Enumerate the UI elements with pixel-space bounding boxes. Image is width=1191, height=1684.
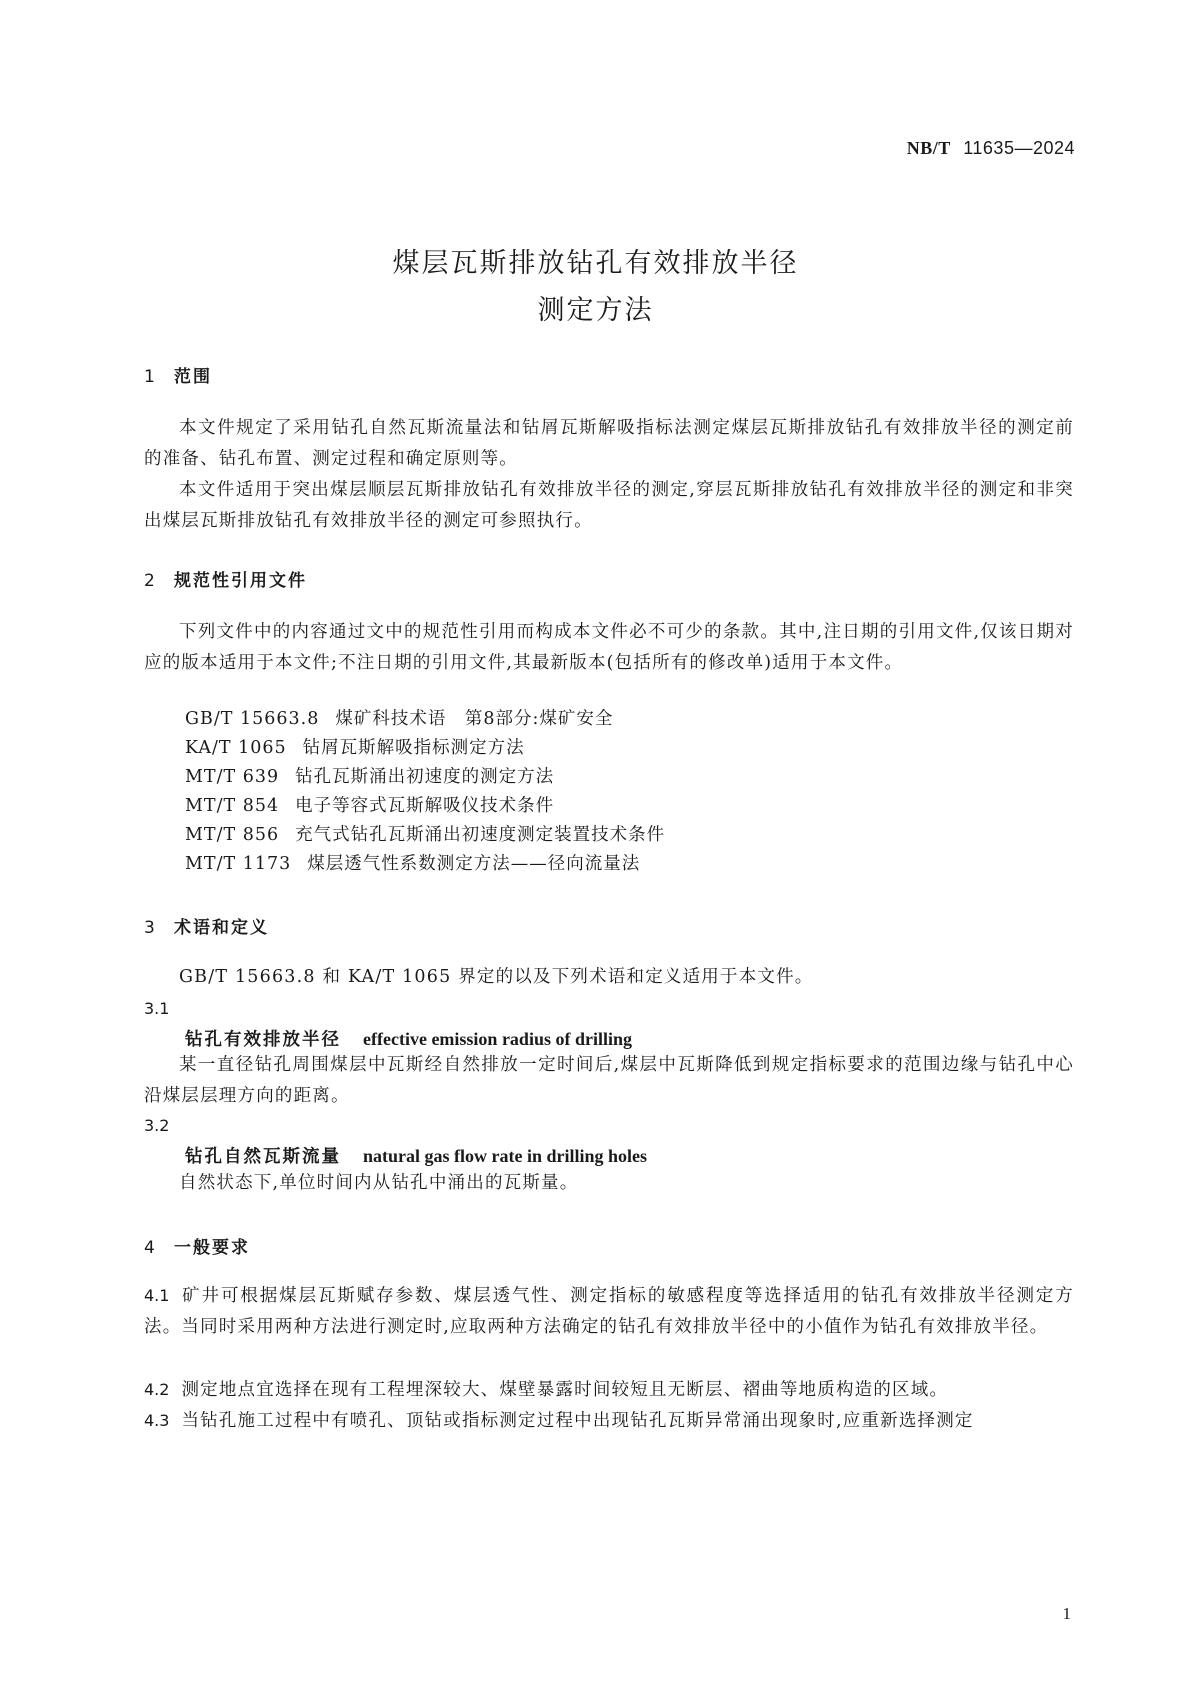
reference-item: KA/T 1065 钻屑瓦斯解吸指标测定方法 — [185, 738, 525, 758]
term-3-1-en: effective emission radius of drilling — [363, 1029, 632, 1049]
clause-4-1: 4.1 矿井可根据煤层瓦斯赋存参数、煤层透气性、测定指标的敏感程度等选择适用的钻孔有效排放半径测定方法。当同时采用两种方法进行测定时,应取两种方法确定的钻孔有效排放半径中的小值作为钻孔有效排放半径。 — [144, 1286, 1074, 1337]
reference-item: GB/T 15663.8 煤矿科技术语 第8部分:煤矿安全 — [185, 709, 614, 729]
clause-4-3: 4.3 当钻孔施工过程中有喷孔、顶钻或指标测定过程中出现钻孔瓦斯异常涌出现象时,应重新选择测定 — [144, 1411, 974, 1431]
standard-code: 11635—2024 — [963, 138, 1075, 158]
section-1-paragraph-2: 本文件适用于突出煤层顺层瓦斯排放钻孔有效排放半径的测定,穿层瓦斯排放钻孔有效排放半径的测定和非突出煤层瓦斯排放钻孔有效排放半径的测定可参照执行。 — [144, 480, 1074, 531]
section-2-paragraph-1: 下列文件中的内容通过文中的规范性引用而构成本文件必不可少的条款。其中,注日期的引用文件,仅该日期对应的版本适用于本文件;不注日期的引用文件,其最新版本(包括所有的修改单)适用于本文件。 — [144, 622, 1074, 673]
term-3-1-number: 3.1 — [144, 999, 170, 1018]
standard-prefix: NB/T — [906, 138, 951, 158]
term-3-1-zh: 钻孔有效排放半径 — [185, 1030, 341, 1050]
title-line-1: 煤层瓦斯排放钻孔有效排放半径 — [392, 248, 799, 279]
clause-4-2: 4.2 测定地点宜选择在现有工程埋深较大、煤壁暴露时间较短且无断层、褶曲等地质构造的区域。 — [144, 1380, 949, 1400]
term-3-2-definition: 自然状态下,单位时间内从钻孔中涌出的瓦斯量。 — [179, 1173, 579, 1193]
section-3-heading: 3 术语和定义 — [144, 918, 269, 938]
section-1-heading: 1 范围 — [144, 367, 212, 387]
term-3-2-zh: 钻孔自然瓦斯流量 — [185, 1147, 341, 1167]
section-1-paragraph-1: 本文件规定了采用钻孔自然瓦斯流量法和钻屑瓦斯解吸指标法测定煤层瓦斯排放钻孔有效排放半径的测定前的准备、钻孔布置、测定过程和确定原则等。 — [144, 418, 1074, 469]
reference-item: MT/T 856 充气式钻孔瓦斯涌出初速度测定装置技术条件 — [185, 825, 666, 845]
term-3-2-number: 3.2 — [144, 1116, 170, 1135]
section-3-paragraph-1: GB/T 15663.8 和 KA/T 1065 界定的以及下列术语和定义适用于本文件。 — [179, 967, 814, 987]
term-3-2 — [185, 1143, 647, 1168]
term-3-2-en: natural gas flow rate in drilling holes — [363, 1146, 648, 1166]
reference-item: MT/T 854 电子等容式瓦斯解吸仪技术条件 — [185, 796, 555, 816]
section-2-heading: 2 规范性引用文件 — [144, 571, 307, 591]
standard-number — [907, 138, 1075, 159]
page-number: 1 — [1062, 1604, 1071, 1623]
section-4-heading: 4 一般要求 — [144, 1238, 250, 1258]
reference-item: MT/T 639 钻孔瓦斯涌出初速度的测定方法 — [185, 767, 555, 787]
term-3-1 — [185, 1026, 632, 1051]
document-title — [0, 240, 1191, 334]
title-line-2: 测定方法 — [537, 295, 654, 326]
term-3-1-definition: 某一直径钻孔周围煤层中瓦斯经自然排放一定时间后,煤层中瓦斯降低到规定指标要求的范围边缘与钻孔中心沿煤层层理方向的距离。 — [144, 1055, 1074, 1106]
reference-item: MT/T 1173 煤层透气性系数测定方法——径向流量法 — [185, 854, 641, 874]
